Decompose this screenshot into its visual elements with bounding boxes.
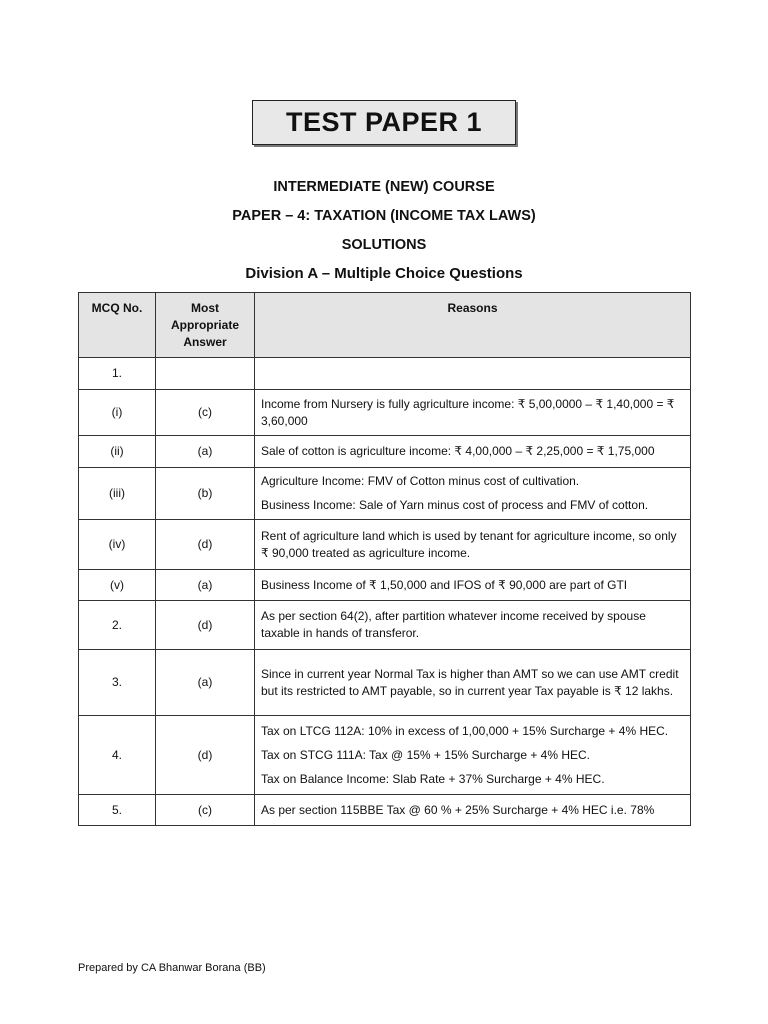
answer-cell: (b) <box>156 468 255 520</box>
mcq-number-cell: 5. <box>79 795 156 826</box>
answer-cell: (a) <box>156 570 255 601</box>
table-row <box>79 570 691 601</box>
reason-text: Since in current year Normal Tax is higher than AMT so we can use AMT credit but its restricted to AMT payable, so in current year Tax payable is ₹ 12 lakhs. <box>261 666 679 698</box>
reason-text: Agriculture Income: FMV of Cotton minus cost of cultivation. <box>261 474 580 488</box>
mcq-number-cell: (ii) <box>79 436 156 468</box>
mcq-number-cell: 2. <box>79 601 156 650</box>
reason-text: As per section 64(2), after partition whatever income received by spouse taxable in hands of transferor. <box>261 609 646 640</box>
reason-text: Income from Nursery is fully agriculture income: ₹ 5,00,0000 – ₹ 1,40,000 = ₹ 3,60,000 <box>261 396 675 428</box>
reason-cell <box>255 436 691 468</box>
reason-text: Business Income of ₹ 1,50,000 and IFOS of ₹ 90,000 are part of GTI <box>261 577 628 592</box>
mcq-number-cell: 4. <box>79 716 156 795</box>
header-answer: Most Appropriate Answer <box>156 293 255 358</box>
table-header-row <box>79 293 691 358</box>
answer-cell: (c) <box>156 390 255 436</box>
table-row <box>79 436 691 468</box>
reason-text: Rent of agriculture land which is used by tenant for agriculture income, so only ₹ 90,000 treated as agriculture income. <box>261 528 677 560</box>
reason-cell <box>255 520 691 570</box>
mcq-number-cell: (iii) <box>79 468 156 520</box>
reason-cell <box>255 358 691 390</box>
page-title: TEST PAPER 1 <box>252 100 516 145</box>
mcq-number-cell: 3. <box>79 650 156 716</box>
answer-cell: (d) <box>156 716 255 795</box>
reason-cell <box>255 468 691 520</box>
mcq-table <box>78 292 691 826</box>
mcq-number-cell: (iv) <box>79 520 156 570</box>
header-mcq-no: MCQ No. <box>79 293 156 358</box>
mcq-number-cell: 1. <box>79 358 156 390</box>
table-row <box>79 716 691 795</box>
course-heading: INTERMEDIATE (NEW) COURSE <box>273 179 495 195</box>
reason-cell <box>255 716 691 795</box>
answer-cell: (d) <box>156 601 255 650</box>
mcq-number-cell: (i) <box>79 390 156 436</box>
answer-cell: (c) <box>156 795 255 826</box>
reason-text: Sale of cotton is agriculture income: ₹ 4,00,000 – ₹ 2,25,000 = ₹ 1,75,000 <box>261 444 655 458</box>
answer-cell: (d) <box>156 520 255 570</box>
table-body <box>79 358 691 826</box>
table-row <box>79 650 691 716</box>
table-row <box>79 468 691 520</box>
reason-text: Tax on STCG 111A: Tax @ 15% + 15% Surcharge + 4% HEC. <box>261 747 591 762</box>
reason-cell <box>255 570 691 601</box>
paper-heading: PAPER – 4: TAXATION (INCOME TAX LAWS) <box>232 208 536 224</box>
header-reasons: Reasons <box>255 293 691 358</box>
reason-text: Business Income: Sale of Yarn minus cost of process and FMV of cotton. <box>261 498 649 512</box>
table-row <box>79 795 691 826</box>
reason-text: Tax on Balance Income: Slab Rate + 37% Surcharge + 4% HEC. <box>261 771 605 786</box>
table-row <box>79 390 691 436</box>
reason-cell <box>255 650 691 716</box>
reason-cell <box>255 601 691 650</box>
reason-cell <box>255 390 691 436</box>
solutions-heading: SOLUTIONS <box>341 237 427 253</box>
reason-text: Tax on LTCG 112A: 10% in excess of 1,00,000 + 15% Surcharge + 4% HEC. <box>261 723 669 738</box>
table-row <box>79 358 691 390</box>
answer-cell: (a) <box>156 436 255 468</box>
table-row <box>79 601 691 650</box>
reason-text: As per section 115BBE Tax @ 60 % + 25% Surcharge + 4% HEC i.e. 78% <box>261 802 655 817</box>
answer-cell <box>156 358 255 390</box>
mcq-number-cell: (v) <box>79 570 156 601</box>
reason-cell <box>255 795 691 826</box>
footer-credit: Prepared by CA Bhanwar Borana (BB) <box>78 962 266 974</box>
answer-cell: (a) <box>156 650 255 716</box>
table-row <box>79 520 691 570</box>
division-heading: Division A – Multiple Choice Questions <box>245 265 523 282</box>
